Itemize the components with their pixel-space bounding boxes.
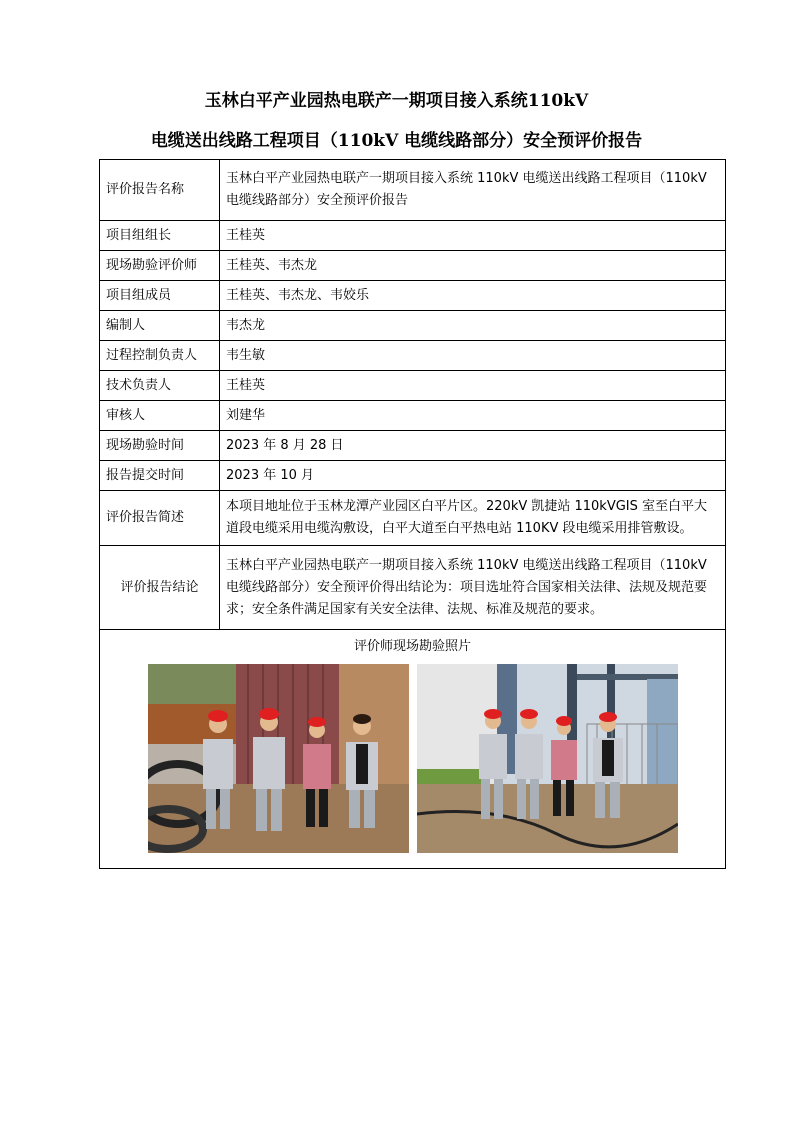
table-row	[100, 221, 726, 251]
table-row	[100, 311, 726, 341]
row-label: 评价报告结论	[100, 546, 220, 630]
row-label: 项目组组长	[100, 221, 220, 251]
row-label: 审核人	[100, 401, 220, 431]
row-label: 过程控制负责人	[100, 341, 220, 371]
row-value: 刘建华	[220, 401, 726, 431]
table-row	[100, 431, 726, 461]
table-row	[100, 461, 726, 491]
row-label: 评价报告名称	[100, 160, 220, 221]
row-label: 报告提交时间	[100, 461, 220, 491]
row-label: 编制人	[100, 311, 220, 341]
row-value: 王桂英	[220, 221, 726, 251]
table-row	[100, 281, 726, 311]
row-value: 玉林白平产业园热电联产一期项目接入系统 110kV 电缆送出线路工程项目（110kV 电缆线路部分）安全预评价报告	[220, 160, 726, 221]
row-value: 王桂英	[220, 371, 726, 401]
row-value: 王桂英、韦杰龙	[220, 251, 726, 281]
table-row	[100, 160, 726, 221]
photos-cell	[100, 630, 726, 869]
table-row	[100, 251, 726, 281]
table-row	[100, 401, 726, 431]
row-value: 2023 年 8 月 28 日	[220, 431, 726, 461]
photos-row	[100, 630, 726, 869]
row-value: 王桂英、韦杰龙、韦姣乐	[220, 281, 726, 311]
row-value: 2023 年 10 月	[220, 461, 726, 491]
table-row	[100, 371, 726, 401]
row-label: 现场勘验时间	[100, 431, 220, 461]
row-label: 技术负责人	[100, 371, 220, 401]
row-value: 韦生敏	[220, 341, 726, 371]
report-info-table	[99, 159, 726, 869]
row-value: 本项目地址位于玉林龙潭产业园区白平片区。220kV 凯捷站 110kVGIS 室至白平大道段电缆采用电缆沟敷设，白平大道至白平热电站 110KV 段电缆采用排管敷设。	[220, 491, 726, 546]
table-row	[100, 491, 726, 546]
site-photo-2	[417, 664, 678, 853]
row-value: 玉林白平产业园热电联产一期项目接入系统 110kV 电缆送出线路工程项目（110kV 电缆线路部分）安全预评价得出结论为：项目选址符合国家相关法律、法规及规范要求；安全条件满足国家有关安全法律、法规、标准及规范的要求。	[220, 546, 726, 630]
photos-caption: 评价师现场勘验照片	[353, 639, 471, 654]
table-row	[100, 341, 726, 371]
row-label: 评价报告简述	[100, 491, 220, 546]
row-label: 现场勘验评价师	[100, 251, 220, 281]
row-label: 项目组成员	[100, 281, 220, 311]
report-title-line-1: 玉林白平产业园热电联产一期项目接入系统110kV	[204, 91, 589, 111]
site-photo-1	[148, 664, 409, 853]
photo-row	[100, 664, 725, 853]
report-title-line-2: 电缆送出线路工程项目（110kV 电缆线路部分）安全预评价报告	[150, 131, 643, 151]
row-value: 韦杰龙	[220, 311, 726, 341]
table-row	[100, 546, 726, 630]
